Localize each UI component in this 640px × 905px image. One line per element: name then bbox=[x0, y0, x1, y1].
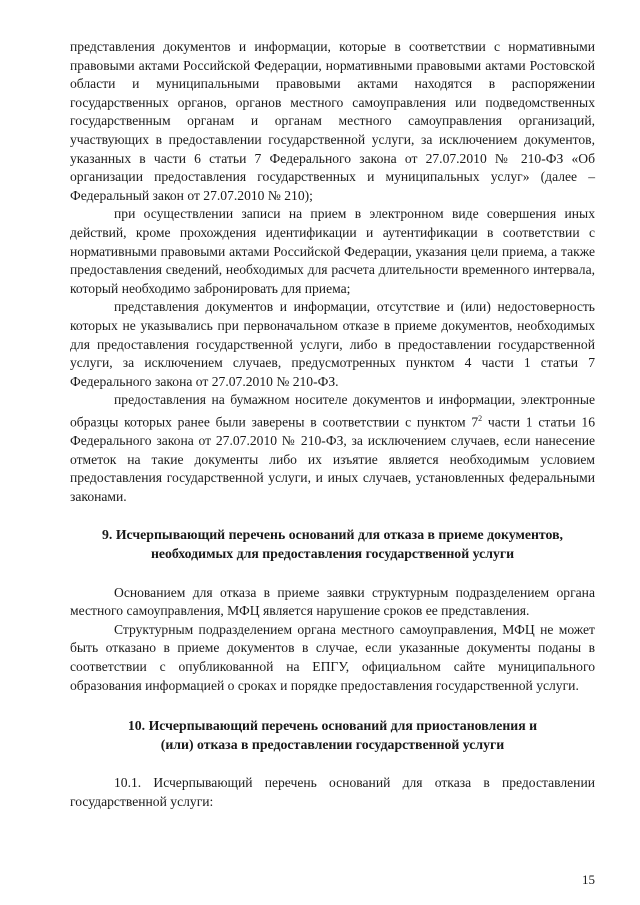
superscript: 2 bbox=[478, 413, 483, 423]
page-number: 15 bbox=[582, 872, 595, 887]
paragraph-4-text-after: части 1 статьи 16 Федерального закона от 27.07.2010 № 210-ФЗ, за исключением случаев, если нанесение отметок на такие документы либо их изъятие является необходимым условием предоставления государственной услуги, и иных случаев, установленных федеральными законами. bbox=[70, 414, 595, 504]
paragraph-1: представления документов и информации, которые в соответствии с нормативными правовыми актами Российской Федерации, нормативными правовыми актами Ростовской области и муниципальными правовыми актами находятся в распоряжении государственных органов, органов местного самоуправления или подведомственных государственным органам и органам местного самоуправления организаций, участвующих в предоставлении государственной услуги, за исключением документов, указанных в части 6 статьи 7 Федерального закона от 27.07.2010 № 210-ФЗ «Об организации предоставления государственных и муниципальных услуг» (далее – Федеральный закон от 27.07.2010 № 210); bbox=[70, 39, 595, 203]
paragraph-4 bbox=[70, 391, 595, 506]
section-9-paragraph-2: Структурным подразделением органа местного самоуправления, МФЦ не может быть отказано в приеме документов в случае, если указанные документы поданы в соответствии с опубликованной на ЕПГУ, официальном сайте муниципального образования информацией о сроках и порядке предоставления государственной услуги. bbox=[70, 621, 595, 693]
section-10-heading-line-1: 10. Исчерпывающий перечень оснований для приостановления и bbox=[127, 718, 538, 734]
section-9-heading-line-1: 9. Исчерпывающий перечень оснований для отказа в приеме документов, bbox=[102, 527, 563, 543]
section-10-heading bbox=[70, 717, 595, 754]
section-10-1-paragraph: 10.1. Исчерпывающий перечень оснований для отказа в предоставлении государственной услуги: bbox=[70, 775, 595, 809]
paragraph-2: при осуществлении записи на прием в электронном виде совершения иных действий, кроме прохождения идентификации и аутентификации в соответствии с нормативными правовыми актами Российской Федерации, указания цели приема, а также предоставления сведений, необходимых для расчета длительности временного интервала, который необходимо забронировать для приема; bbox=[70, 206, 595, 296]
section-10-heading-line-2: (или) отказа в предоставлении государственной услуги bbox=[160, 736, 505, 752]
paragraph-4-text-before: предоставления на бумажном носителе документов и информации, электронные образцы которых ранее были заверены в соответствии с пунктом 7 bbox=[70, 392, 595, 430]
section-9-heading bbox=[70, 526, 595, 563]
section-9-paragraph-1: Основанием для отказа в приеме заявки структурным подразделением органа местного самоуправления, МФЦ является нарушение сроков ее представления. bbox=[70, 584, 595, 619]
paragraph-3: представления документов и информации, отсутствие и (или) недостоверность которых не указывались при первоначальном отказе в приеме документов, необходимых для предоставления государственной услуги, либо в предоставлении государственной услуги, за исключением случаев, предусмотренных пунктом 4 части 1 статьи 7 Федерального закона от 27.07.2010 № 210-ФЗ. bbox=[70, 299, 595, 389]
section-9-heading-line-2: необходимых для предоставления государственной услуги bbox=[150, 545, 515, 561]
